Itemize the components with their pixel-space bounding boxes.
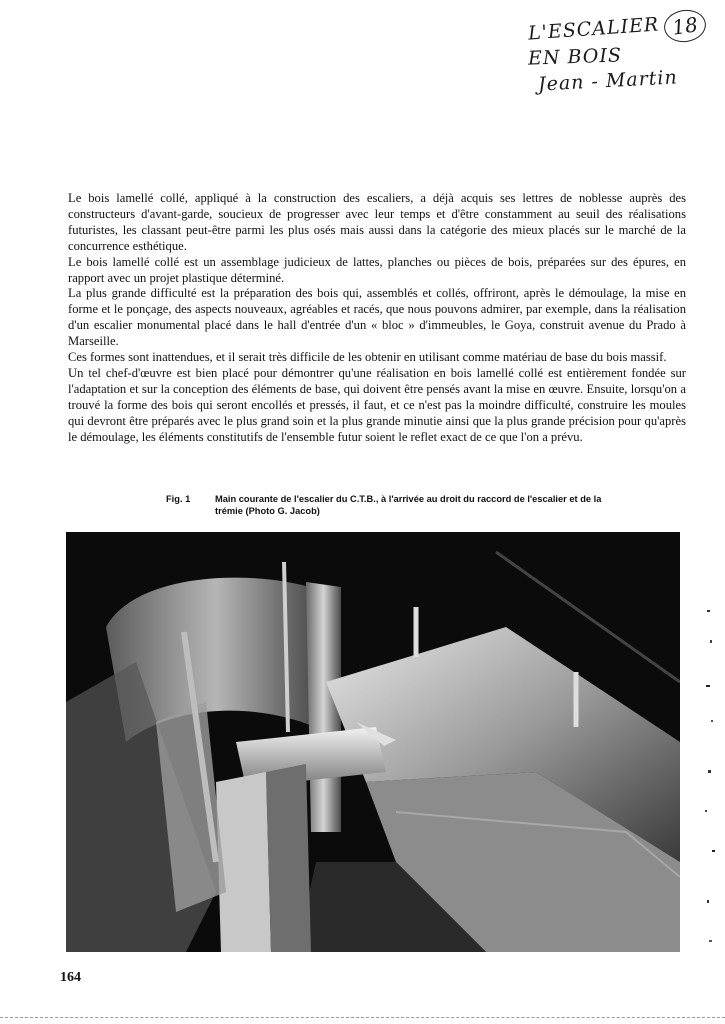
paragraph: Un tel chef-d'œuvre est bien placé pour démontrer qu'une réalisation en bois lamellé collé est entièrement fondée sur l'adaptation et sur la conception des éléments de base, qui doivent être pensés avant la mise en œuvre. Ensuite, lorsqu'on a trouvé la forme des bois qui seront encollés et pressés, il faut, et ce n'est pas la moindre difficulté, construire les moules qui devront être préparés avec le plus grand soin et la plus grande minutie ainsi que la plus grande précision pour qu'après le démoulage, les éléments constitutifs de l'ensemble futur soient le reflet exact de ce que l'on a prévu. xyxy=(68,365,686,444)
figure-number: Fig. 1 xyxy=(166,494,191,504)
handwritten-title-line: L'ESCALIER xyxy=(527,13,660,45)
figure-caption-text: Main courante de l'escalier du C.T.B., à l'arrivée au droit du raccord de l'escalier et de la trémie (Photo G. Jacob) xyxy=(215,494,602,516)
handwritten-author-line: Jean - Martin xyxy=(537,66,679,96)
page-bottom-edge xyxy=(0,1017,725,1018)
paragraph: Ces formes sont inattendues, et il serait très difficile de les obtenir en utilisant comme matériau de base du bois massif. xyxy=(68,350,667,365)
scan-artifact-speckles xyxy=(703,600,717,960)
paragraph: Le bois lamellé collé est un assemblage judicieux de lattes, planches ou pièces de bois, préparées sur des épures, en rapport avec un projet plastique déterminé. xyxy=(68,254,686,285)
staircase-photo xyxy=(66,532,680,952)
page-number: 164 xyxy=(60,970,81,985)
handwritten-annotation xyxy=(512,8,712,98)
paragraph: Le bois lamellé collé, appliqué à la construction des escaliers, a déjà acquis ses lettres de noblesse auprès des constructeurs d'avant-garde, soucieux de progresser avec leur temps et d'être constamment au seuil des réalisations futuristes, les classant peut-être parmi les plus osés mais aussi dans la catégorie des mieux placés sur le marché de la concurrence esthétique. xyxy=(68,191,686,253)
article-body xyxy=(68,191,686,446)
circled-page-marker: 18 xyxy=(662,7,708,45)
paragraph: La plus grande difficulté est la préparation des bois qui, assemblés et collés, offriront, après le démoulage, la mise en forme et le ponçage, des aspects nouveaux, agréables et racés, que nous pouvons admirer, par exemple, dans la réalisation d'un escalier monumental placé dans le hall d'entrée d'un « bloc » d'immeubles, le Goya, construit avenue du Prado à Marseille. xyxy=(68,286,686,349)
handwritten-subtitle-line: EN BOIS xyxy=(527,44,623,70)
